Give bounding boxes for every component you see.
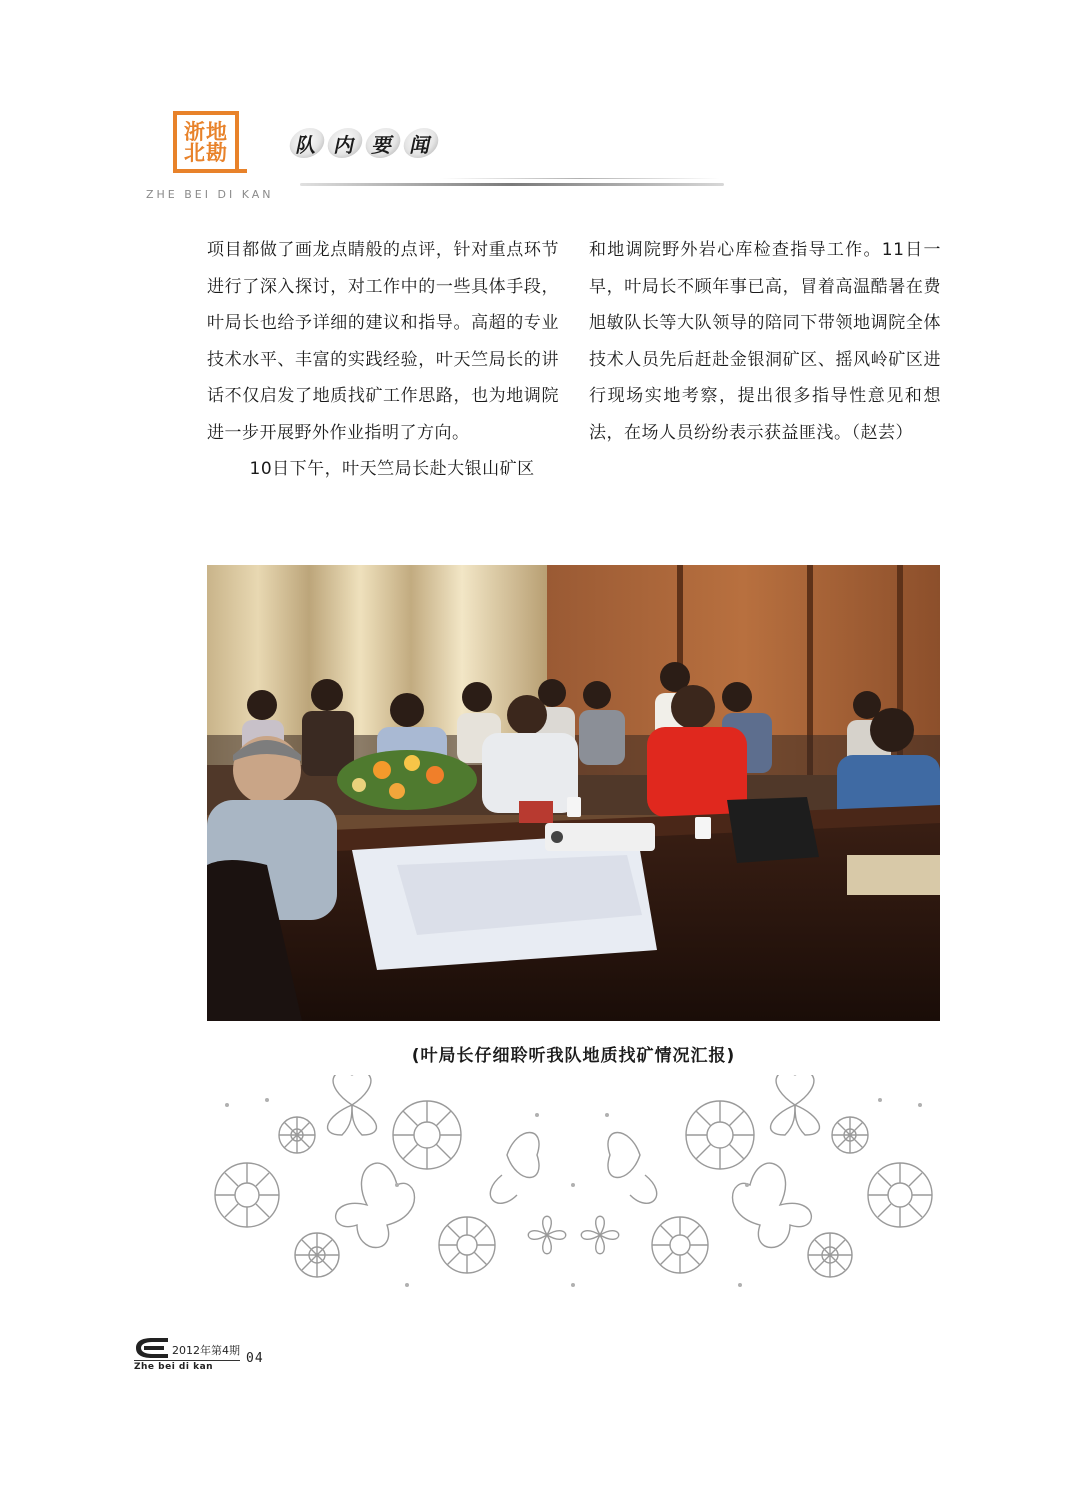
paragraph: 和地调院野外岩心库检查指导工作。11日一早，叶局长不顾年事已高，冒着高温酷暑在费旭敏队长等大队领导的陪同下带领地调院全体技术人员先后赶赴金银洞矿区、摇风岭矿区进行现场实地考察，提出很多指导性意见和想法，在场人员纷纷表示获益匪浅。（赵芸） <box>589 240 941 443</box>
article-column-right <box>589 232 941 451</box>
section-char-4: 闻 <box>401 128 441 158</box>
logo-line-1: 浙地 <box>184 119 228 144</box>
floral-decoration <box>207 1075 940 1300</box>
footer-logo-icon <box>134 1336 170 1360</box>
section-char-2: 内 <box>325 128 365 158</box>
logo-line-2: 北勘 <box>184 140 228 165</box>
photo-caption: (叶局长仔细聆听我队地质找矿情况汇报) <box>411 1046 736 1066</box>
section-char-1: 队 <box>287 128 327 158</box>
header-divider <box>300 183 724 186</box>
section-banner <box>290 125 442 161</box>
footer-divider <box>134 1360 240 1361</box>
logo-subtitle: ZHE BEI DI KAN <box>146 188 274 201</box>
paragraph: 10日下午，叶天竺局长赴大银山矿区 <box>249 459 535 479</box>
footer-issue: 2012年第4期 <box>172 1344 240 1357</box>
header-divider-thin <box>440 178 720 179</box>
meeting-photo <box>207 565 940 1021</box>
footer-subtitle: Zhe bei di kan <box>134 1362 214 1372</box>
paragraph: 项目都做了画龙点睛般的点评，针对重点环节进行了深入探讨，对工作中的一些具体手段，叶局长也给予详细的建议和指导。高超的专业技术水平、丰富的实践经验，叶天竺局长的讲话不仅启发了地质找矿工作思路，也为地调院进一步开展野外作业指明了方向。 <box>207 240 559 443</box>
section-char-3: 要 <box>363 128 403 158</box>
article-column-left <box>207 232 559 488</box>
page-number: 04 <box>246 1351 264 1366</box>
magazine-logo <box>173 111 239 173</box>
